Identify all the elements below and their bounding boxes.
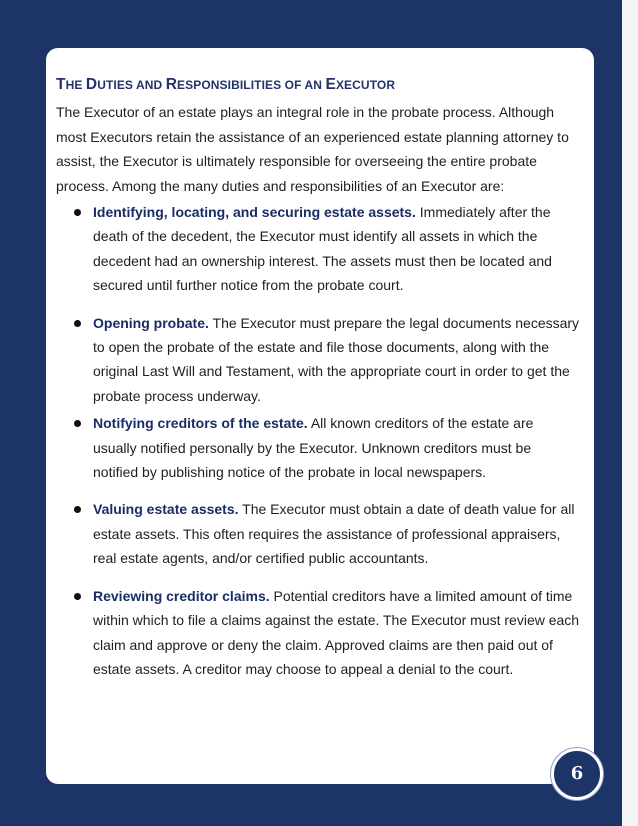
duty-text: The Executor must prepare the legal documents necessary to open the probate of the estate and file those documents, along with the original Last Will and Testament, with the appropriate court in order to get the probate process underway. <box>93 314 580 404</box>
duty-title: Valuing estate assets. <box>93 501 239 518</box>
duty-text: The Executor must obtain a date of death value for all estate assets. This often requires the assistance of professional appraisers, real estate agents, and/or certified public accountants. <box>93 501 575 567</box>
heading-cap-letter: D <box>85 76 98 93</box>
heading-text: HE <box>65 78 86 92</box>
duty-text: Immediately after the death of the decedent, the Executor must identify all assets in which the decedent had an ownership interest. The assets must then be located and secured until further notice from the probate court. <box>93 204 552 294</box>
section-heading <box>56 76 580 94</box>
bullet-icon <box>74 209 81 216</box>
duty-item <box>56 311 580 409</box>
heading-text: UTIES AND <box>97 78 166 92</box>
duty-title: Notifying creditors of the estate. <box>93 415 308 432</box>
intro-paragraph: The Executor of an estate plays an integral role in the probate process. Although most Executors retain the assistance of an experienced estate planning attorney to assist, the Executor is ultimately responsible for overseeing the entire probate process. Among the many duties and responsibilities of an Executor are: <box>56 104 569 194</box>
duty-item <box>56 584 580 682</box>
heading-text: XECUTOR <box>335 78 396 92</box>
heading-cap-letter: T <box>56 76 66 93</box>
heading-cap-letter: R <box>165 76 178 93</box>
heading-cap-letter: E <box>325 76 336 93</box>
page-number-badge: 6 <box>551 748 603 800</box>
duty-text: All known creditors of the estate are usually notified personally by the Executor. Unknown creditors must be notified by publishing notice of the probate in local newspapers. <box>93 415 534 481</box>
duty-item <box>56 200 580 298</box>
bullet-icon <box>74 506 81 513</box>
heading-text: ESPONSIBILITIES OF AN <box>177 78 326 92</box>
bullet-icon <box>74 320 81 327</box>
bullet-icon <box>74 420 81 427</box>
page-edge-strip <box>622 0 638 826</box>
duty-item <box>56 411 580 484</box>
duty-title: Reviewing creditor claims. <box>93 587 270 604</box>
duty-title: Opening probate. <box>93 314 209 331</box>
duty-item <box>56 497 580 570</box>
content-card <box>46 48 594 784</box>
duty-text: Potential creditors have a limited amount of time within which to file a claims against the estate. The Executor must review each claim and approve or deny the claim. Approved claims are then paid out of estate assets. A creditor may choose to appeal a denial to the court. <box>93 587 580 677</box>
duty-title: Identifying, locating, and securing estate assets. <box>93 204 416 220</box>
bullet-icon <box>74 593 81 600</box>
duties-list <box>56 200 580 681</box>
